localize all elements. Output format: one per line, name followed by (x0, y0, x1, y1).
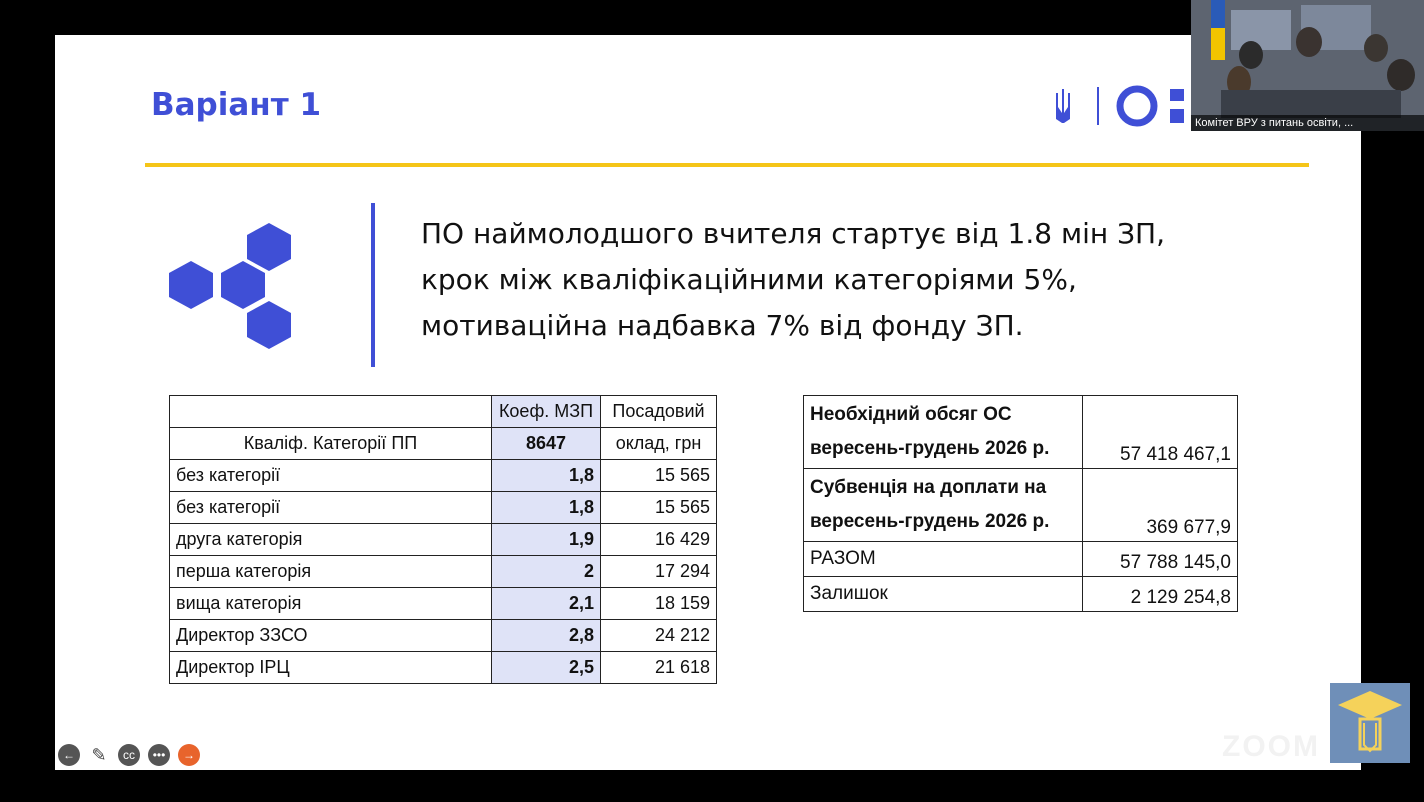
table-row (170, 620, 717, 652)
table-header-row (170, 396, 717, 428)
statement-line: крок між кваліфікаційними категоріями 5%, (421, 263, 1077, 296)
table-row (804, 542, 1238, 577)
coefficient-cell: 2,1 (492, 588, 601, 620)
label-line: Необхідний обсяг ОС (810, 404, 1012, 425)
captions-icon[interactable]: cc (118, 744, 140, 766)
funding-label (804, 396, 1083, 469)
salary-cell: 21 618 (601, 652, 717, 684)
header-cell: Посадовий (601, 396, 717, 428)
category-cell: перша категорія (170, 556, 492, 588)
coefficient-cell: 1,9 (492, 524, 601, 556)
video-caption: Комітет ВРУ з питань освіти, ... (1191, 115, 1424, 131)
participant-video[interactable] (1191, 0, 1424, 131)
slide-title: Варіант 1 (151, 87, 322, 123)
table-row (170, 652, 717, 684)
table-row (170, 492, 717, 524)
salary-cell: 15 565 (601, 460, 717, 492)
next-icon[interactable]: → (178, 744, 200, 766)
label-line: Субвенція на доплати на (810, 477, 1047, 498)
statement-line: мотиваційна надбавка 7% від фонду ЗП. (421, 309, 1024, 342)
salary-cell: 17 294 (601, 556, 717, 588)
video-frame (1191, 0, 1424, 131)
pen-icon[interactable]: ✎ (91, 744, 107, 765)
accent-bar (371, 203, 375, 367)
presentation-toolbar (58, 744, 200, 768)
category-cell: без категорії (170, 492, 492, 524)
funding-label: РАЗОМ (804, 542, 1083, 577)
salary-cell: 15 565 (601, 492, 717, 524)
table-row (170, 556, 717, 588)
category-cell: Директор ІРЦ (170, 652, 492, 684)
funding-label: Залишок (804, 577, 1083, 612)
label-line: вересень-грудень 2026 р. (810, 438, 1050, 459)
funding-value: 57 788 145,0 (1083, 542, 1238, 577)
label-line: вересень-грудень 2026 р. (810, 511, 1050, 532)
coefficient-cell: 2 (492, 556, 601, 588)
funding-label (804, 469, 1083, 542)
category-cell: без категорії (170, 460, 492, 492)
hexagon-cluster-icon (167, 221, 297, 349)
divider-rule (145, 163, 1309, 167)
more-icon[interactable]: ••• (148, 744, 170, 766)
funding-value: 369 677,9 (1083, 469, 1238, 542)
coefficient-cell: 2,5 (492, 652, 601, 684)
header-cell: Коеф. МЗП (492, 396, 601, 428)
table-row (170, 524, 717, 556)
salary-cell: 24 212 (601, 620, 717, 652)
category-cell: Директор ЗЗСО (170, 620, 492, 652)
funding-value: 2 129 254,8 (1083, 577, 1238, 612)
table-header-row (170, 428, 717, 460)
min-wage-cell: 8647 (492, 428, 601, 460)
header-cell (170, 396, 492, 428)
table-row (170, 588, 717, 620)
coefficient-cell: 2,8 (492, 620, 601, 652)
funding-value: 57 418 467,1 (1083, 396, 1238, 469)
academy-emblem (1330, 683, 1410, 763)
back-icon[interactable]: ← (58, 744, 80, 766)
header-cell: Кваліф. Категорії ПП (170, 428, 492, 460)
category-cell: вища категорія (170, 588, 492, 620)
table-row (804, 469, 1238, 542)
table-row (804, 577, 1238, 612)
statement-line: ПО наймолодшого вчителя стартує від 1.8 мін ЗП, (421, 217, 1165, 250)
zoom-watermark: ZOOM (1222, 730, 1320, 763)
variant-statement (421, 211, 1301, 349)
salary-cell: 18 159 (601, 588, 717, 620)
funding-table (803, 395, 1238, 612)
emblem-graphic (1330, 683, 1410, 763)
presentation-slide (55, 35, 1361, 770)
category-cell: друга категорія (170, 524, 492, 556)
coefficient-cell: 1,8 (492, 460, 601, 492)
header-cell: оклад, грн (601, 428, 717, 460)
coefficient-table (169, 395, 717, 684)
coefficient-cell: 1,8 (492, 492, 601, 524)
table-row (804, 396, 1238, 469)
salary-cell: 16 429 (601, 524, 717, 556)
table-row (170, 460, 717, 492)
